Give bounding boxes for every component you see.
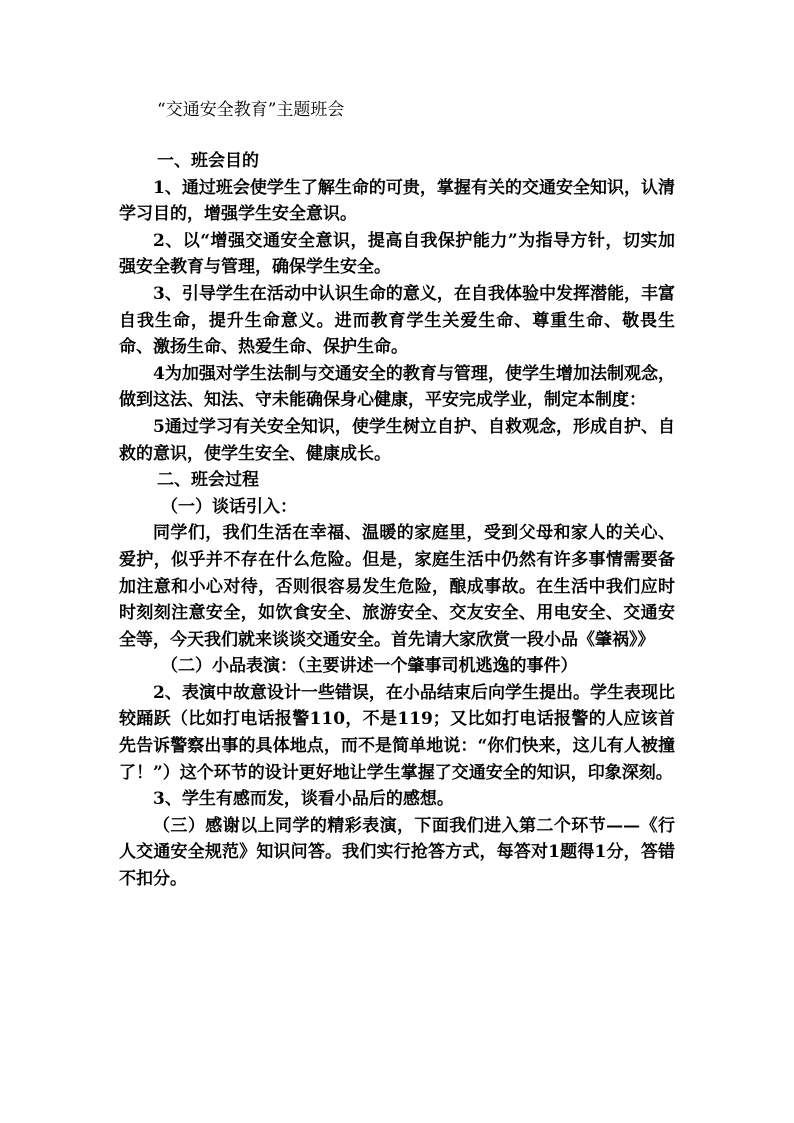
blank-line [119,122,675,148]
purpose-item-1: 1、通过班会使学生了解生命的可贵，掌握有关的交通安全知识，认清学习目的，增强学生安全意识。 [119,177,675,225]
document-title: “交通安全教育”主题班会 [157,100,345,120]
part-heading-skit: （二）小品表演：（主要讲述一个肇事司机逃逸的事件） [161,656,578,677]
purpose-item-5: 5通过学习有关安全知识，使学生树立自护、自救观念，形成自护、自救的意识，使学生安全、健康成长。 [119,416,675,464]
section-heading-purpose: 一、班会目的 [157,151,259,171]
skit-item-3: 3、学生有感而发，谈看小品后的感想。 [153,789,454,810]
purpose-item-3: 3、引导学生在活动中认识生命的意义，在自我体验中发挥潜能，丰富自我生命，提升生命意义。进而教育学生关爱生命、尊重生命、敬畏生命、激扬生命、热爱生命、保护生命。 [119,283,675,358]
purpose-item-2: 2、以“增强交通安全意识，提高自我保护能力”为指导方针，切实加强安全教育与管理，确保学生安全。 [119,230,675,278]
part-heading-intro: （一）谈话引入： [161,496,297,517]
skit-item-2: 2、表演中故意设计一些错误，在小品结束后向学生提出。学生表现比较踊跃（比如打电话报警110，不是119；又比如打电话报警的人应该首先告诉警察出事的具体地点，而不是简单地说：“你们快来，这儿有人被撞了！”）这个环节的设计更好地让学生掌握了交通安全的知识，印象深刻。 [119,682,675,783]
section-heading-process: 二、班会过程 [157,470,259,491]
intro-paragraph: 同学们，我们生活在幸福、温暖的家庭里，受到父母和家人的关心、爱护，似乎并不存在什么危险。但是，家庭生活中仍然有许多事情需要备加注意和小心对待，否则很容易发生危险，酿成事故。在生活中我们应时时刻刻注意安全，如饮食安全、旅游安全、交友安全、用电安全、交通安全等，今天我们就来谈谈交通安全。首先请大家欣赏一段小品《肇祸》》 [119,523,675,650]
quiz-paragraph: （三）感谢以上同学的精彩表演，下面我们进入第二个环节——《行人交通安全规范》知识问答。我们实行抢答方式，每答对1题得1分，答错不扣分。 [119,815,675,890]
purpose-item-4: 4为加强对学生法制与交通安全的教育与管理，使学生增加法制观念，做到这法、知法、守未能确保身心健康，平安完成学业，制定本制度： [119,363,675,411]
document-content [119,98,675,893]
